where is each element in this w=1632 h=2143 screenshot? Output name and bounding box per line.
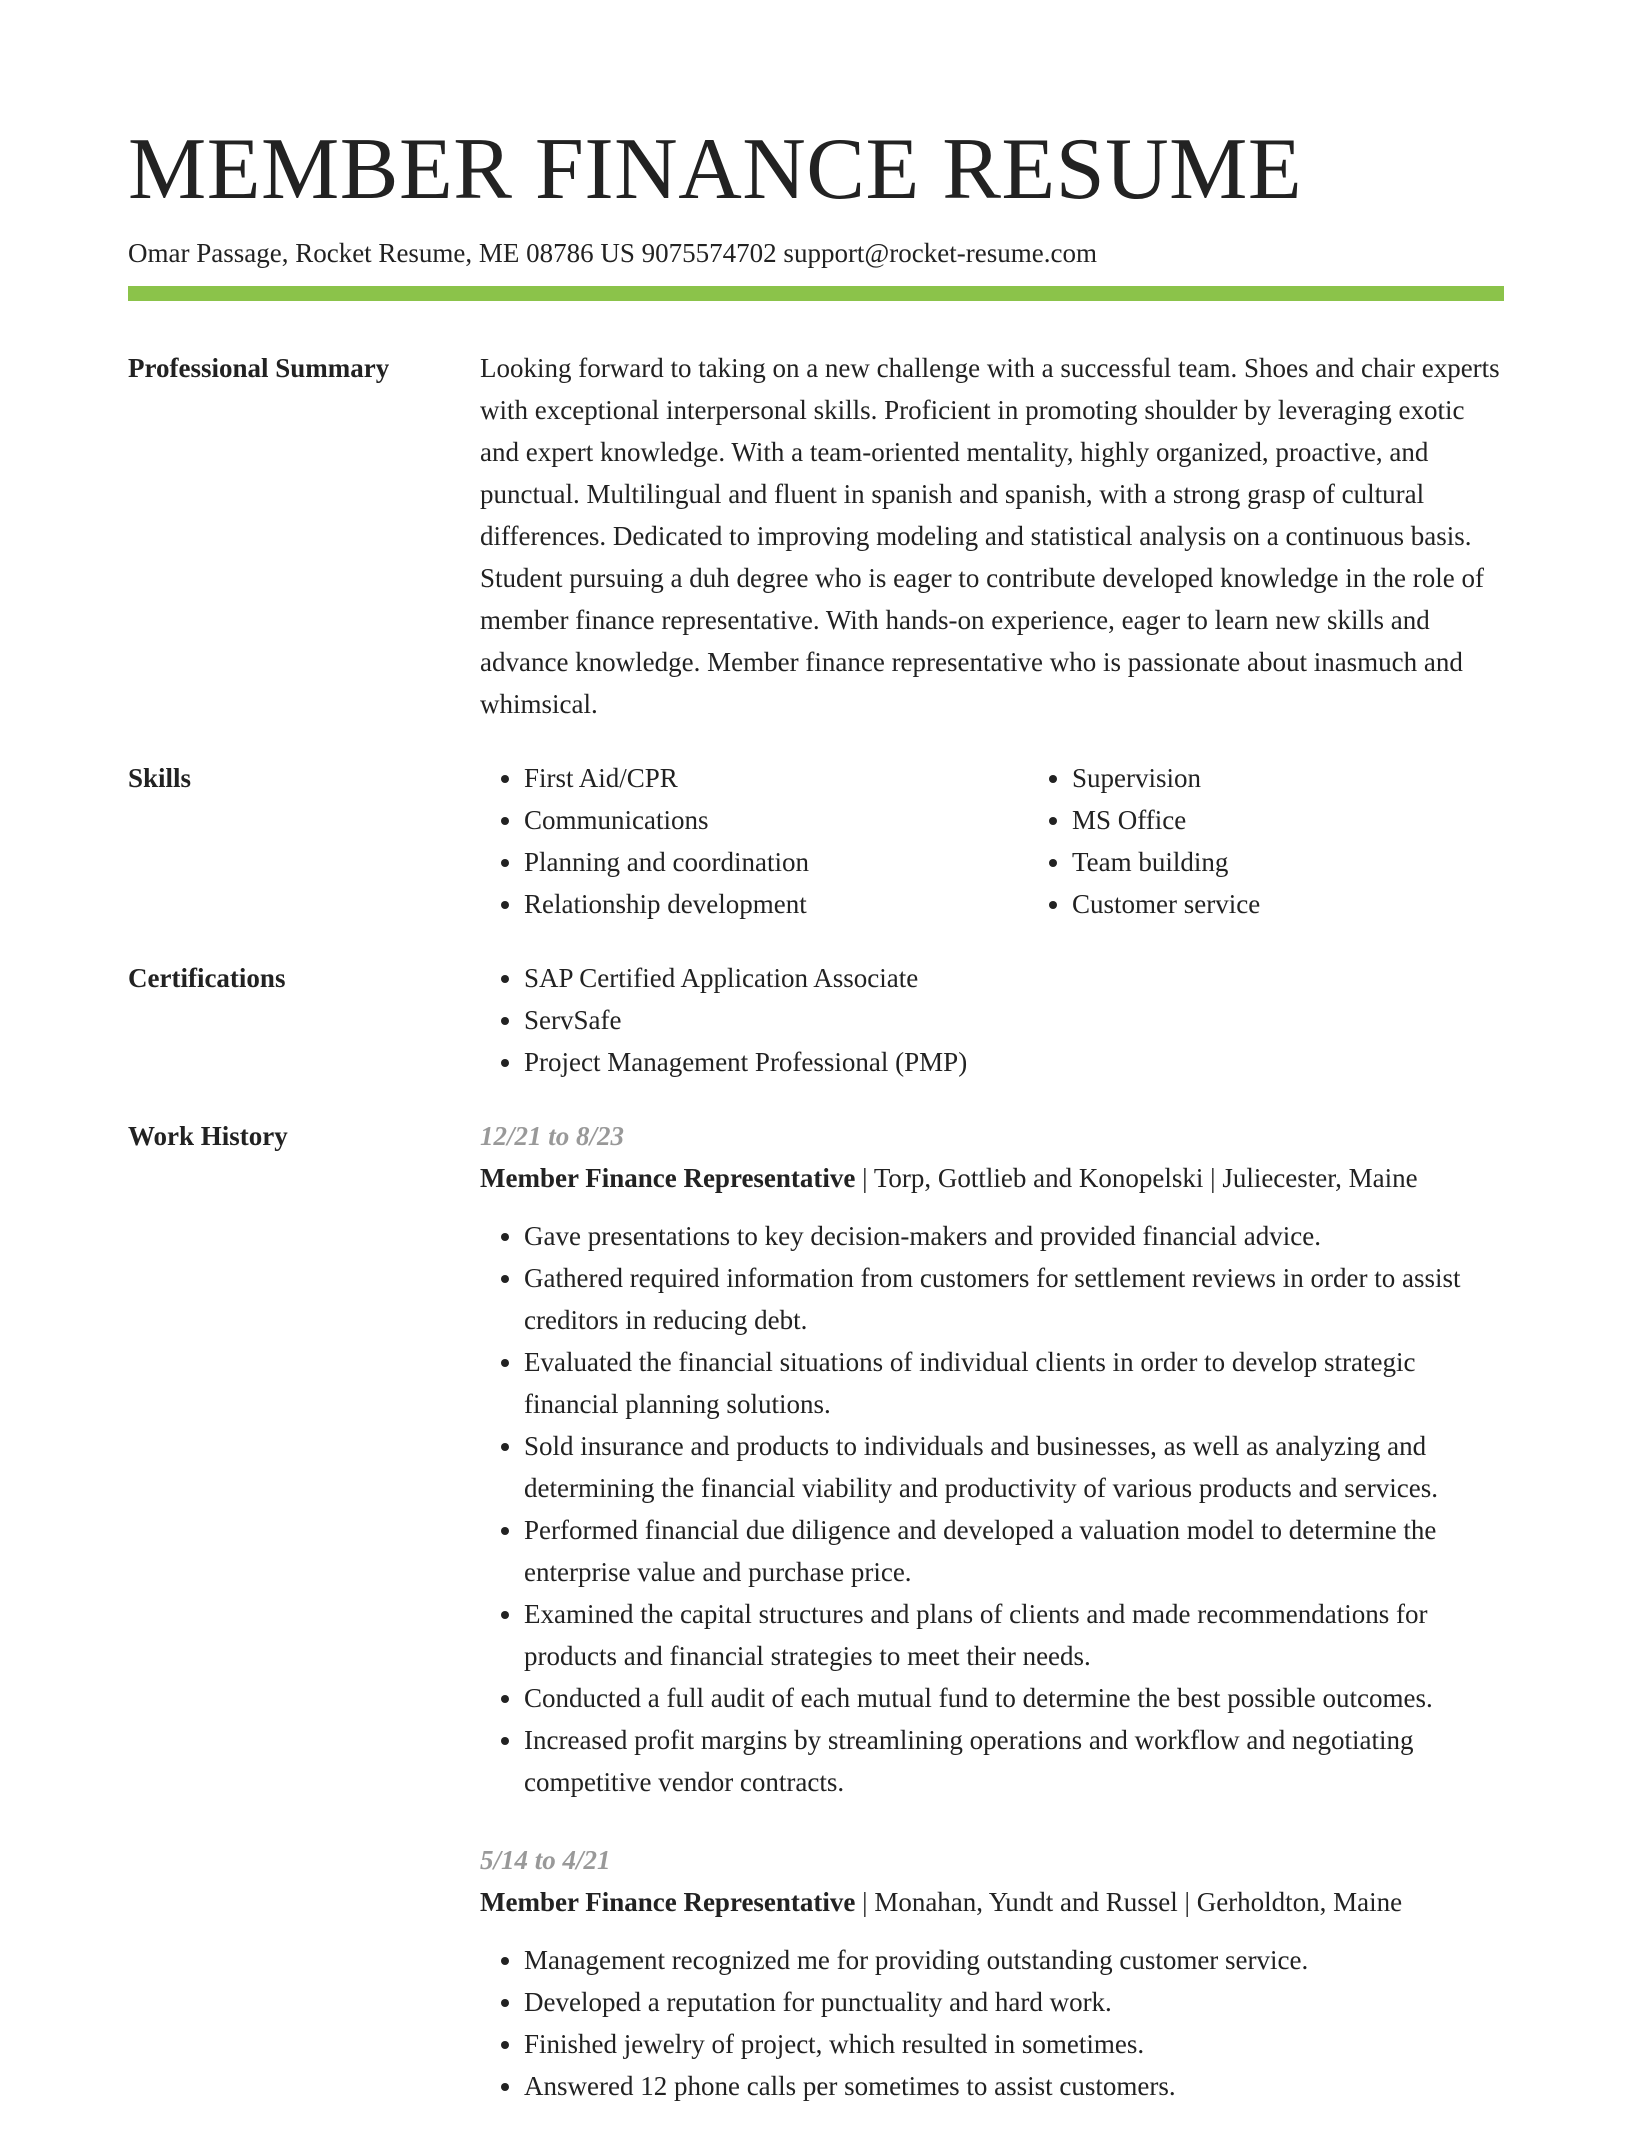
skill-item: • Team building <box>1072 841 1576 883</box>
certification-item: • Project Management Professional (PMP) <box>524 1041 1504 1083</box>
job-dates: 5/14 to 4/21 <box>480 1845 611 1875</box>
job-separator: | <box>862 1887 868 1917</box>
job-bullet: • Finished jewelry of project, which resulted in sometimes. <box>524 2023 1504 2065</box>
skills-list-right <box>1028 757 1576 925</box>
job-title: Member Finance Representative <box>480 1163 856 1193</box>
job-location: Gerholdton, Maine <box>1196 1887 1403 1917</box>
skill-item: • Communications <box>524 799 1028 841</box>
job-entry <box>480 1839 1504 2107</box>
certifications-section <box>128 957 1504 1083</box>
summary-text: Looking forward to taking on a new challenge with a successful team. Shoes and chair experts with exceptional interpersonal skills. Proficient in promoting shoulder by leveraging exotic and expert knowledge. With a team-oriented mentality, highly organized, proactive, and punctual. Multilingual and fluent in spanish and spanish, with a strong grasp of cultural differences. Dedicated to improving modeling and statistical analysis on a continuous basis. Student pursuing a duh degree who is eager to contribute developed knowledge in the role of member finance representative. With hands-on experience, eager to learn new skills and advance knowledge. Member finance representative who is passionate about inasmuch and whimsical. <box>480 353 1500 719</box>
job-title: Member Finance Representative <box>480 1887 856 1917</box>
job-company: Torp, Gottlieb and Konopelski <box>873 1163 1204 1193</box>
skills-body <box>480 757 1504 925</box>
skill-item: • Relationship development <box>524 883 1028 925</box>
job-bullet: • Increased profit margins by streamlining operations and workflow and negotiating competitive vendor contracts. <box>524 1719 1504 1803</box>
job-bullet: • Performed financial due diligence and developed a valuation model to determine the enterprise value and purchase price. <box>524 1509 1504 1593</box>
job-dates: 12/21 to 8/23 <box>480 1121 625 1151</box>
work-history-body <box>480 1115 1504 2143</box>
skill-item: • Customer service <box>1072 883 1576 925</box>
work-history-section <box>128 1115 1504 2143</box>
skills-heading: Skills <box>128 763 192 793</box>
job-bullet: • Examined the capital structures and plans of clients and made recommendations for products and financial strategies to meet their needs. <box>524 1593 1504 1677</box>
skill-item: • Planning and coordination <box>524 841 1028 883</box>
summary-body <box>480 347 1504 725</box>
job-bullet: • Developed a reputation for punctuality and hard work. <box>524 1981 1504 2023</box>
job-bullet: • Gave presentations to key decision-makers and provided financial advice. <box>524 1215 1504 1257</box>
job-entry <box>480 1115 1504 1803</box>
job-separator: | <box>862 1163 868 1193</box>
skills-list-left <box>480 757 1028 925</box>
job-heading-line <box>480 1157 1504 1199</box>
certification-item: • ServSafe <box>524 999 1504 1041</box>
certification-item: • SAP Certified Application Associate <box>524 957 1504 999</box>
job-bullet: • Management recognized me for providing outstanding customer service. <box>524 1939 1504 1981</box>
job-bullet: • Conducted a full audit of each mutual fund to determine the best possible outcomes. <box>524 1677 1504 1719</box>
skills-grid <box>480 757 1504 925</box>
skills-section <box>128 757 1504 925</box>
certifications-list <box>480 957 1504 1083</box>
job-separator: | <box>1184 1887 1190 1917</box>
header-accent-rule <box>128 286 1504 301</box>
certifications-body <box>480 957 1504 1083</box>
skill-item: • Supervision <box>1072 757 1576 799</box>
job-bullet-list <box>480 1215 1504 1803</box>
job-heading-line <box>480 1881 1504 1923</box>
skill-item: • MS Office <box>1072 799 1576 841</box>
job-location: Juliecester, Maine <box>1222 1163 1418 1193</box>
resume-title: MEMBER FINANCE RESUME <box>128 121 1303 218</box>
job-bullet: • Evaluated the financial situations of individual clients in order to develop strategic financial planning solutions. <box>524 1341 1504 1425</box>
job-bullet-list <box>480 1939 1504 2107</box>
skill-item: • First Aid/CPR <box>524 757 1028 799</box>
job-separator: | <box>1210 1163 1216 1193</box>
work-history-heading: Work History <box>128 1121 288 1151</box>
job-company: Monahan, Yundt and Russel <box>874 1887 1178 1917</box>
summary-section <box>128 347 1504 725</box>
summary-heading: Professional Summary <box>128 353 390 383</box>
job-bullet: • Answered 12 phone calls per sometimes to assist customers. <box>524 2065 1504 2107</box>
contact-line: Omar Passage, Rocket Resume, ME 08786 US 9075574702 support@rocket-resume.com <box>128 238 1097 268</box>
certifications-heading: Certifications <box>128 963 286 993</box>
job-bullet: • Gathered required information from customers for settlement reviews in order to assist creditors in reducing debt. <box>524 1257 1504 1341</box>
resume-page <box>128 0 1504 2143</box>
job-bullet: • Sold insurance and products to individuals and businesses, as well as analyzing and determining the financial viability and productivity of various products and services. <box>524 1425 1504 1509</box>
